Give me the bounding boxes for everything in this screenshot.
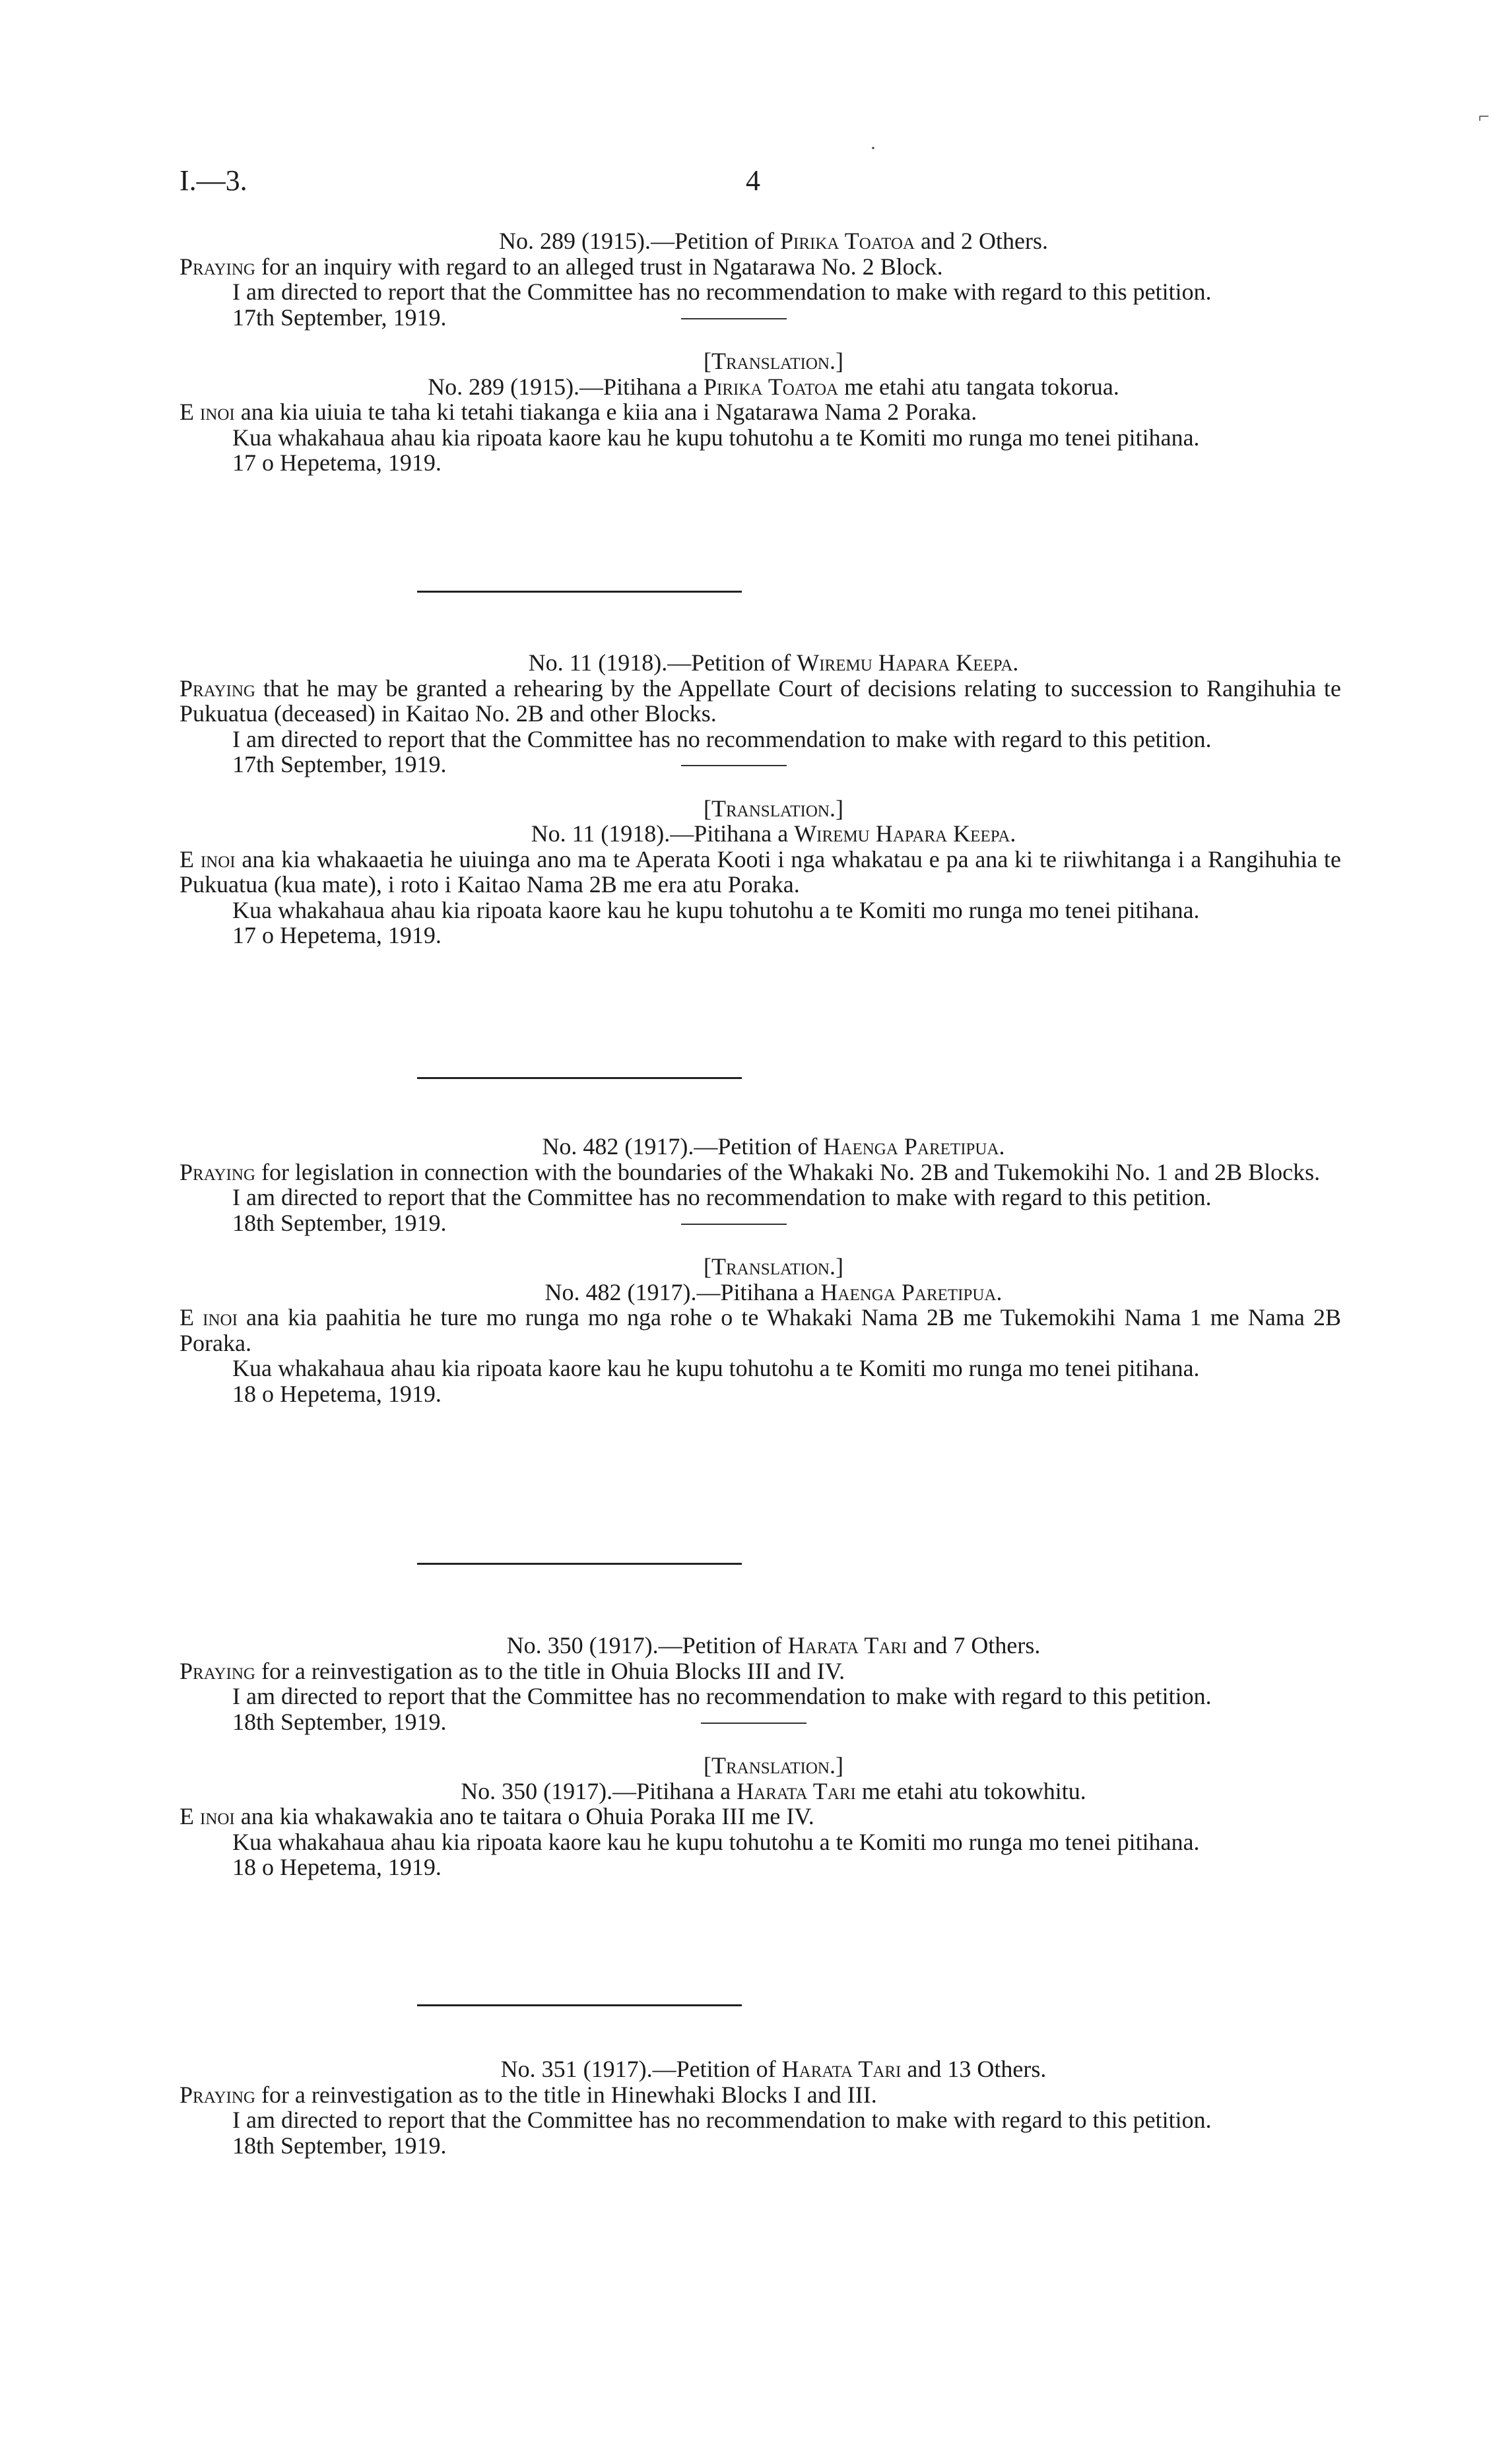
petition-title: No. 289 (1915).—Petition of Pirika Toatoa and 2 Others. (498, 228, 1048, 254)
praying-paragraph: Praying for an inquiry with regard to an alleged trust in Ngatarawa No. 2 Block. (180, 253, 943, 280)
report-paragraph: I am directed to report that the Committee has no recommendation to make with regard to this petition. (232, 279, 1212, 305)
short-divider (681, 318, 787, 319)
report-date: 18th September, 1919. (180, 1210, 1341, 1236)
scan-speck: ⌐ (1478, 106, 1490, 127)
praying-paragraph: Praying for a reinvestigation as to the title in Hinewhaki Blocks I and III. (180, 2081, 877, 2108)
short-divider (681, 765, 787, 766)
report-date: 17th September, 1919. (180, 752, 1341, 777)
praying-paragraph: Praying that he may be granted a rehearing by the Appellate Court of decisions relating to succession to Rangihuhia te Pukuatua (deceased) in Kaitao No. 2B and other Blocks. (180, 674, 1341, 727)
paper-reference: I.—3. (180, 164, 247, 197)
section-divider (417, 2004, 742, 2006)
petition-section-482 (180, 1134, 1341, 1406)
translation-praying: E inoi ana kia paahitia he ture mo runga mo nga rohe o te Whakaki Nama 2B me Tukemokihi Nama 1 me Nama 2B Poraka. (180, 1304, 1341, 1356)
section-divider (417, 1077, 742, 1079)
petition-title: No. 350 (1917).—Petition of Harata Tari and 7 Others. (506, 1632, 1041, 1658)
translation-report: Kua whakahaua ahau kia ripoata kaore kau he kupu tohutohu a te Komiti mo runga mo tenei pitihana. (232, 896, 1200, 923)
translation-title: No. 11 (1918).—Pitihana a Wiremu Hapara Keepa. (531, 820, 1016, 847)
translation-title: No. 350 (1917).—Pitihana a Harata Tari me etahi atu tokowhitu. (461, 1777, 1086, 1804)
report-date: 18th September, 1919. (180, 1709, 1341, 1735)
report-date: 18th September, 1919. (232, 2132, 447, 2159)
report-paragraph: I am directed to report that the Committee has no recommendation to make with regard to this petition. (232, 1184, 1212, 1210)
translation-date: 17 o Hepetema, 1919. (232, 922, 442, 948)
short-divider (681, 1224, 787, 1225)
petition-title: No. 351 (1917).—Petition of Harata Tari and 13 Others. (500, 2056, 1047, 2082)
page-number: 4 (746, 164, 760, 197)
short-divider (701, 1723, 806, 1724)
section-divider (417, 591, 742, 593)
report-date: 17th September, 1919. (180, 305, 1341, 331)
scan-speck: · (870, 137, 876, 159)
section-divider (417, 1563, 742, 1565)
translation-praying: E inoi ana kia whakaaetia he uiuinga ano ma te Aperata Kooti i nga whakatau e pa ana ki te riiwhitanga i a Rangihuhia te Pukuatua (kua mate), i roto i Kaitao Nama 2B me era atu Poraka. (180, 845, 1341, 898)
report-paragraph: I am directed to report that the Committee has no recommendation to make with regard to this petition. (232, 1683, 1212, 1709)
report-paragraph: I am directed to report that the Committee has no recommendation to make with regard to this petition. (232, 2107, 1212, 2133)
translation-label: [Translation.] (704, 348, 843, 374)
translation-report: Kua whakahaua ahau kia ripoata kaore kau he kupu tohutohu a te Komiti mo runga mo tenei pitihana. (232, 424, 1200, 451)
translation-report: Kua whakahaua ahau kia ripoata kaore kau he kupu tohutohu a te Komiti mo runga mo tenei pitihana. (232, 1355, 1200, 1381)
petition-section-11 (180, 650, 1341, 948)
translation-praying: E inoi ana kia whakawakia ano te taitara o Ohuia Poraka III me IV. (180, 1803, 814, 1829)
petition-section-350 (180, 1633, 1341, 1880)
petition-section-289 (180, 228, 1341, 476)
translation-label: [Translation.] (704, 1253, 843, 1280)
translation-label: [Translation.] (704, 795, 843, 822)
translation-date: 18 o Hepetema, 1919. (232, 1380, 442, 1407)
translation-report: Kua whakahaua ahau kia ripoata kaore kau he kupu tohutohu a te Komiti mo runga mo tenei pitihana. (232, 1828, 1200, 1855)
translation-date: 18 o Hepetema, 1919. (232, 1854, 442, 1880)
translation-title: No. 482 (1917).—Pitihana a Haenga Paretipua. (544, 1278, 1003, 1305)
report-paragraph: I am directed to report that the Committee has no recommendation to make with regard to this petition. (232, 725, 1212, 752)
translation-title: No. 289 (1915).—Pitihana a Pirika Toatoa me etahi atu tangata tokorua. (428, 373, 1119, 400)
translation-praying: E inoi ana kia uiuia te taha ki tetahi tiakanga e kiia ana i Ngatarawa Nama 2 Poraka. (180, 399, 977, 425)
petition-title: No. 482 (1917).—Petition of Haenga Paretipua. (542, 1133, 1005, 1160)
praying-paragraph: Praying for legislation in connection with the boundaries of the Whakaki No. 2B and Tukemokihi No. 1 and 2B Blocks. (180, 1158, 1321, 1185)
praying-paragraph: Praying for a reinvestigation as to the title in Ohuia Blocks III and IV. (180, 1657, 845, 1684)
petition-title: No. 11 (1918).—Petition of Wiremu Hapara Keepa. (528, 649, 1019, 676)
translation-date: 17 o Hepetema, 1919. (232, 449, 442, 476)
petition-section-351 (180, 2056, 1341, 2158)
translation-label: [Translation.] (704, 1752, 843, 1779)
